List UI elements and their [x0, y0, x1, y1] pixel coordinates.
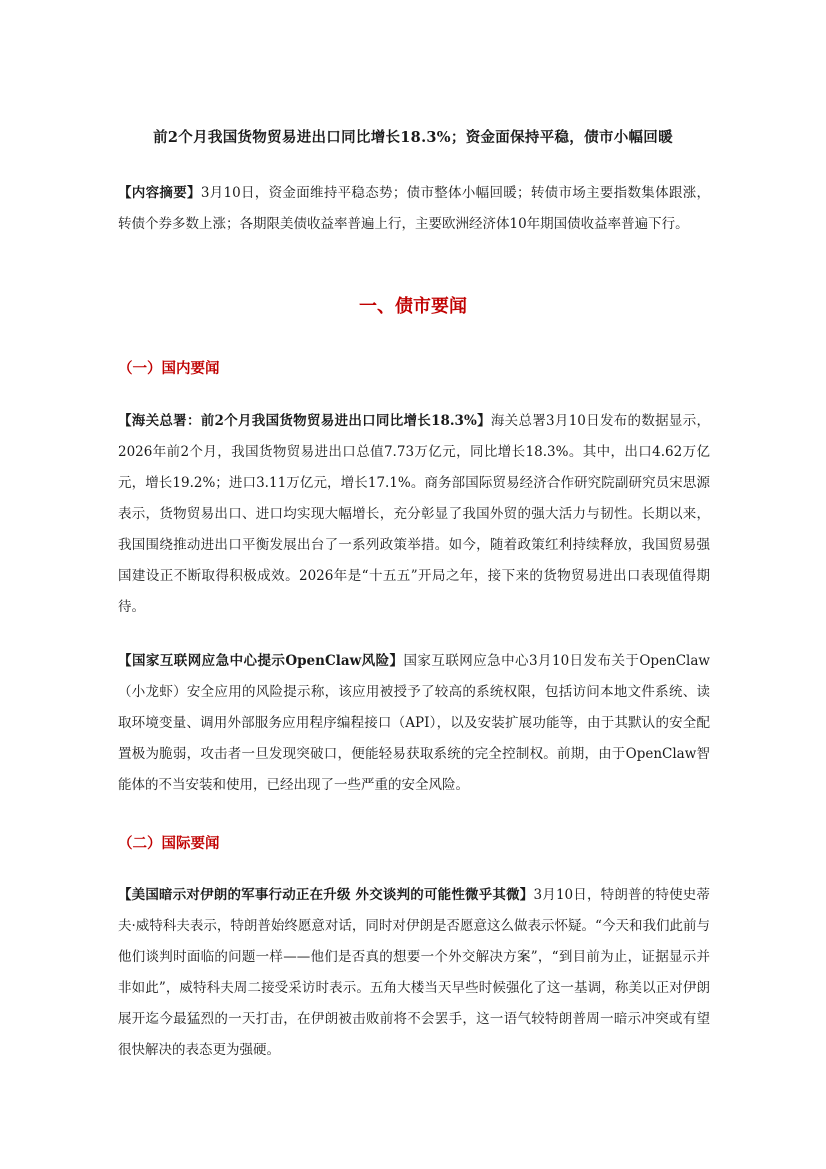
news-item-iran-text: 3月10日，特朗普的特使史蒂夫·威特科夫表示，特朗普始终愿意对话，同时对伊朗是否愿意这么做表示怀疑。“今天和我们此前与他们谈判时面临的问题一样——他们是否真的想要一个外交解决方案”，“到目前为止，证据显示并非如此”，威特科夫周二接受采访时表示。五角大楼当天早些时候强化了这一基调，称美以正对伊朗展开迄今最猛烈的一天打击，在伊朗被击败前将不会罢手，这一语气较特朗普周一暗示冲突或有望很快解决的表态更为强硬。 [118, 887, 710, 1058]
document-title: 前2个月我国货物贸易进出口同比增长18.3%；资金面保持平稳，债市小幅回暖 [153, 129, 673, 146]
summary-lead: 【内容摘要】 [118, 185, 201, 201]
subsection-heading-domestic: （一）国内要闻 [118, 360, 220, 377]
summary-paragraph [118, 178, 710, 240]
news-item-iran-lead: 【美国暗示对伊朗的军事行动正在升级 外交谈判的可能性微乎其微】 [118, 887, 534, 903]
news-item-openclaw-text: 国家互联网应急中心3月10日发布关于OpenClaw（小龙虾）安全应用的风险提示称，该应用被授予了较高的系统权限，包括访问本地文件系统、读取环境变量、调用外部服务应用程序编程接口（API），以及安装扩展功能等，由于其默认的安全配置极为脆弱，攻击者一旦发现突破口，便能轻易获取系统的完全控制权。前期，由于OpenClaw智能体的不当安装和使用，已经出现了一些严重的安全风险。 [118, 653, 710, 793]
subsection-heading-international: （二）国际要闻 [118, 835, 220, 852]
news-item-openclaw [118, 646, 710, 801]
news-item-customs-lead: 【海关总署：前2个月我国货物贸易进出口同比增长18.3%】 [118, 413, 491, 429]
news-item-customs-text: 海关总署3月10日发布的数据显示，2026年前2个月，我国货物贸易进出口总值7.73万亿元，同比增长18.3%。其中，出口4.62万亿元，增长19.2%；进口3.11万亿元，增长17.1%。商务部国际贸易经济合作研究院副研究员宋思源表示，货物贸易出口、进口均实现大幅增长，充分彰显了我国外贸的强大活力与韧性。长期以来，我国围绕推动进出口平衡发展出台了一系列政策举措。如今，随着政策红利持续释放，我国贸易强国建设正不断取得积极成效。2026年是“十五五”开局之年，接下来的货物贸易进出口表现值得期待。 [118, 413, 710, 615]
summary-text: 3月10日，资金面维持平稳态势；债市整体小幅回暖；转债市场主要指数集体跟涨，转债个券多数上涨；各期限美债收益率普遍上行，主要欧洲经济体10年期国债收益率普遍下行。 [118, 185, 710, 232]
news-item-customs [118, 406, 710, 623]
news-item-iran [118, 880, 710, 1066]
news-item-openclaw-lead: 【国家互联网应急中心提示OpenClaw风险】 [118, 653, 404, 669]
section-heading-bond-news: 一、债市要闻 [359, 296, 467, 317]
